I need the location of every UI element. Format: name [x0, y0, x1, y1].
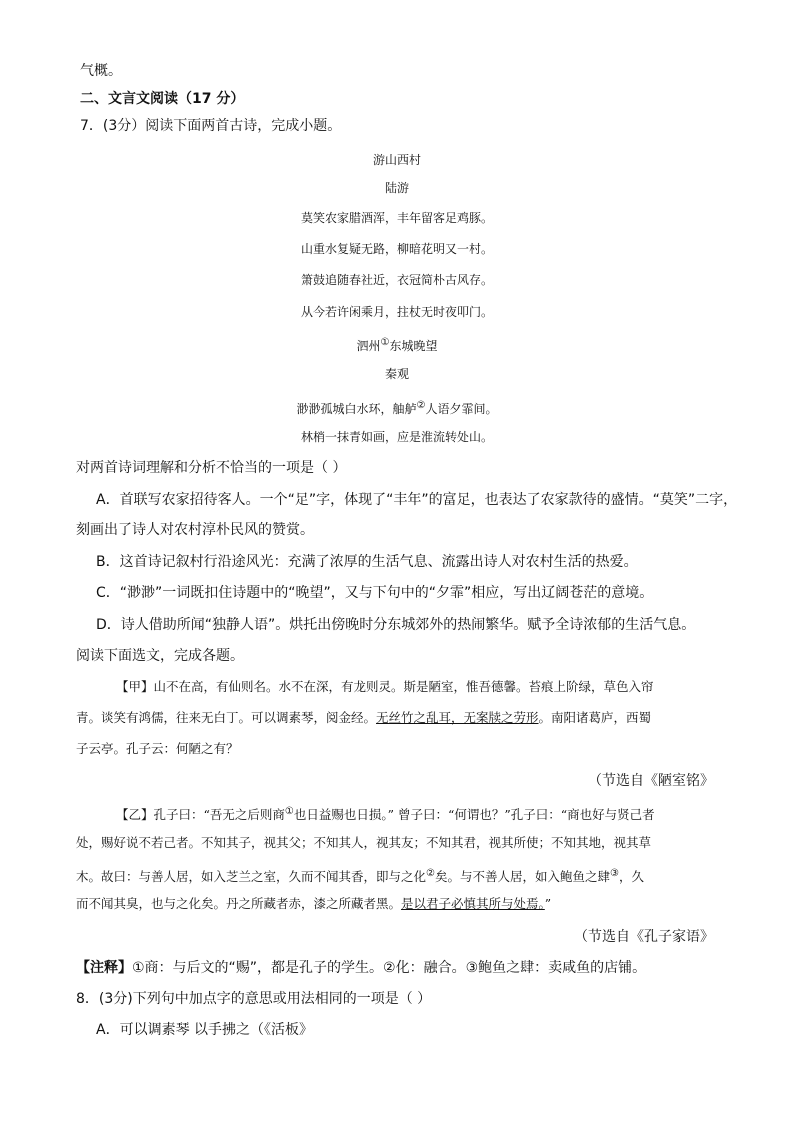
- option-d: D．诗人借助所闻“独静人语”。烘托出傍晚时分东城郊外的热闹繁华。赋予全诗浓郁的生活气息。: [96, 617, 696, 633]
- passage-yi: [76, 895, 551, 913]
- passage-yi-a: 【乙】孔子曰：“吾无之后则商: [116, 807, 285, 823]
- poem1-line: 箫鼓追随春社近，衣冠简朴古风存。: [300, 273, 493, 287]
- poem1-line: 山重水复疑无路，柳暗花明又一村。: [300, 242, 493, 256]
- passage-jia-a: 青。谈笑有鸿儒，往来无白丁。可以调素琴，阅金经。: [76, 710, 377, 725]
- passage-yi-b: 矣。与不善人居，如入鲍鱼之肆: [434, 869, 610, 885]
- source-citation: （节选自《孔子家语》: [574, 929, 714, 945]
- annotation: [76, 959, 646, 977]
- footnote-marker: ③: [610, 868, 619, 879]
- reading-intro: 阅读下面选文，完成各题。: [76, 648, 244, 664]
- passage-yi-b: 也日益赐也日损。” 曾子曰：“何谓也？”孔子曰：“商也好与贤己者: [293, 807, 655, 823]
- poem2-author: 秦观: [384, 367, 409, 381]
- option-a-cont: 刻画出了诗人对农村淳朴民风的赞赏。: [76, 522, 314, 538]
- footnote-marker: ②: [426, 868, 435, 879]
- passage-yi-c: ，久: [618, 869, 644, 885]
- annotation-text: ①商：与后文的“赐”，都是孔子的学生。②化：融合。③鲍鱼之肆：卖咸鱼的店铺。: [132, 960, 647, 976]
- poem2-title-b: 东城晚望: [389, 339, 438, 353]
- passage-jia: 子云亭。孔子云：何陋之有？: [76, 741, 239, 756]
- poem1-title: 游山西村: [372, 153, 421, 167]
- poem1-line: 莫笑农家腊酒浑，丰年留客足鸡豚。: [300, 211, 493, 225]
- poem2-line-b: 人语夕霏间。: [425, 402, 498, 416]
- passage-jia: 【甲】山不在高，有仙则名。水不在深，有龙则灵。斯是陋室，惟吾德馨。苔痕上阶绿，草色入帘: [116, 679, 654, 694]
- poem2-line: 林梢一抹青如画，应是淮流转处山。: [300, 430, 493, 444]
- passage-yi-a: 木。故曰：与善人居，如入芝兰之室，久而不闻其香，即与之化: [76, 869, 427, 885]
- text-line: 气概。: [80, 63, 122, 79]
- passage-yi: 处，赐好说不若己者。不知其子，视其父；不知其人，视其友；不知其君，视其所使；不知其地，视其草: [76, 835, 652, 850]
- poem2-line: [0, 398, 794, 417]
- footnote-marker: ①: [380, 337, 390, 348]
- passage-yi: [76, 865, 644, 886]
- underlined-phrase: 无丝竹之乱耳，无案牍之劳形: [376, 710, 539, 725]
- underlined-phrase: 是以君子必慎其所与处焉。: [401, 896, 545, 911]
- footnote-marker: ①: [284, 806, 294, 817]
- passage-yi-a: 而不闻其臭，也与之化矣。丹之所藏者赤，漆之所藏者黑。: [76, 896, 402, 911]
- passage-yi-b: ”: [544, 896, 552, 911]
- poem2-line-a: 渺渺孤城白水环，舳舻: [296, 402, 417, 416]
- option-b: B．这首诗记叙村行沿途风光：充满了浓厚的生活气息、流露出诗人对农村生活的热爱。: [96, 554, 638, 570]
- question-8-option-a: A．可以调素琴 以手拂之（《活板》: [96, 1022, 314, 1038]
- poem2-title-a: 泗州: [356, 339, 381, 353]
- question-8: 8．(3分)下列句中加点字的意思或用法相同的一项是（ ）: [76, 991, 432, 1007]
- annotation-label: 【注释】: [76, 960, 132, 976]
- source-citation: （节选自《陋室铭》: [588, 773, 714, 789]
- passage-yi: [116, 803, 655, 824]
- question-7-stem: 对两首诗词理解和分析不恰当的一项是（ ）: [76, 460, 347, 476]
- section-title: 二、文言文阅读（17 分）: [80, 91, 245, 107]
- passage-jia-b: 。南阳诸葛庐，西蜀: [538, 710, 652, 725]
- poem1-author: 陆游: [384, 181, 409, 195]
- question-7: 7．(3分）阅读下面两首古诗，完成小题。: [80, 118, 342, 134]
- poem1-line: 从今若许闲乘月，拄杖无时夜叩门。: [300, 305, 493, 319]
- option-a: A．首联写农家招待客人。一个“足”字，体现了“丰年”的富足，也表达了农家款待的盛情。“莫笑”二字，: [96, 492, 738, 508]
- passage-jia: [76, 709, 651, 727]
- option-c: C．“渺渺”一词既扣住诗題中的“晚望”，又与下句中的“夕霏”相应，写出辽阔苍茫的意境。: [96, 585, 654, 601]
- poem2-title: [0, 335, 794, 354]
- footnote-marker: ②: [416, 400, 426, 411]
